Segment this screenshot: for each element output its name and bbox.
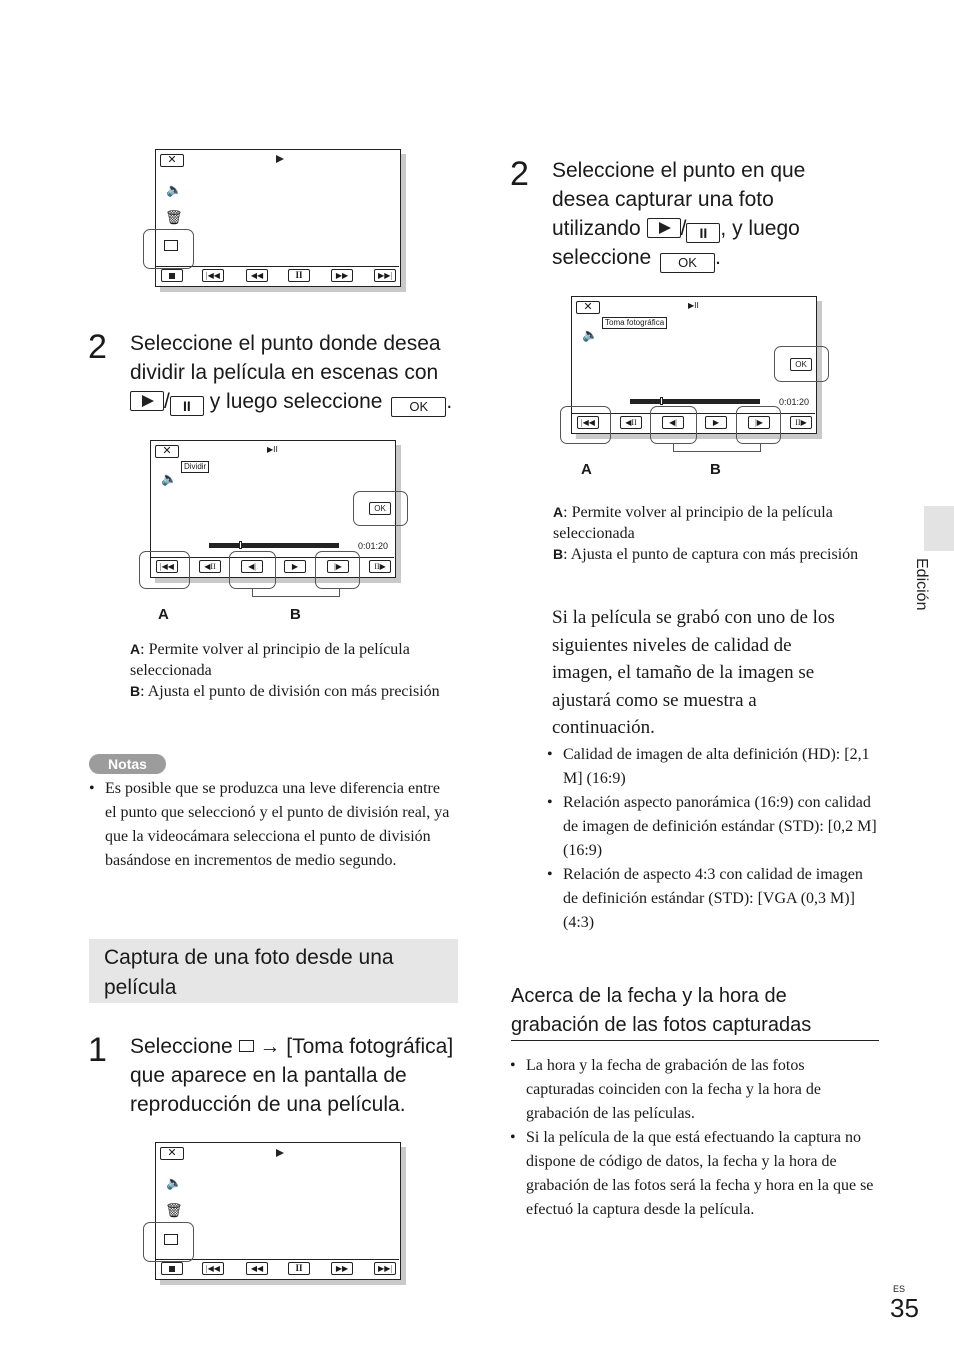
prev-button[interactable]: |◀◀ (577, 416, 599, 429)
pause-button[interactable]: II (288, 1262, 310, 1275)
close-icon[interactable]: ✕ (160, 1147, 184, 1160)
stop-button[interactable] (161, 269, 183, 282)
legend-capture: A: Permite volver al principio de la película seleccionada B: Ajusta el punto de captura con más precisión (553, 504, 859, 563)
lang-code: ES (893, 1284, 906, 1294)
highlight-b2 (315, 551, 360, 589)
side-tab-label: Edición (913, 558, 930, 611)
highlight-ok (353, 491, 408, 526)
progress-bar (630, 399, 760, 404)
speaker-icon[interactable]: 🔈 (166, 1175, 183, 1190)
play-pause-icon: ▶II (267, 445, 278, 454)
notes-list (89, 777, 454, 873)
section-title: Captura de una foto desde una película (104, 946, 394, 999)
play-button[interactable]: ▶ (705, 416, 727, 429)
pause-button-icon: II (170, 396, 204, 416)
label-b: B (290, 606, 301, 623)
legend-split: A: Permite volver al principio de la película seleccionada B: Ajusta el punto de división con más precisión (130, 641, 440, 700)
step-forward-button[interactable]: II▶ (369, 560, 391, 573)
progress-marker (239, 541, 242, 549)
speaker-icon[interactable]: 🔈 (582, 327, 599, 342)
step-back-button[interactable]: ◀II (620, 416, 642, 429)
time-counter: 0:01:20 (779, 397, 810, 407)
progress-marker (660, 397, 663, 405)
capture-icon (239, 1040, 254, 1052)
capture-tag: Toma fotográfica (602, 317, 667, 329)
quality-list (547, 743, 877, 935)
highlight-b1 (650, 406, 697, 444)
next-button[interactable]: ▶▶| (374, 1262, 396, 1275)
label-a: A (158, 606, 169, 623)
date-list (510, 1054, 875, 1222)
bracket-b (252, 589, 340, 597)
step-number: 2 (510, 155, 529, 193)
page-number: 35 (890, 1293, 919, 1323)
highlight-a (560, 406, 611, 444)
ok-button-icon: OK (391, 397, 446, 417)
step-1-instruction: Seleccione → [Toma fotográfica] que aparece en la pantalla de reproducción de una película. (130, 1035, 454, 1116)
highlight-ok (774, 346, 829, 382)
highlight-b1 (229, 551, 276, 589)
ok-button[interactable]: OK (369, 502, 391, 515)
date-item: • La hora y la fecha de grabación de las fotos capturadas coinciden con la fecha y la hora de grabación de las películas. (510, 1054, 875, 1126)
step-2-capture-instruction: Seleccione el punto en que desea capturar una foto utilizando / II , y luego seleccione OK . (552, 156, 882, 273)
ok-button[interactable]: OK (790, 358, 812, 371)
rewind-button[interactable]: ◀◀ (246, 269, 268, 282)
play-button[interactable]: ▶ (284, 560, 306, 573)
progress-bar (209, 543, 339, 548)
bracket-b (673, 444, 761, 452)
highlight-capture-icon (143, 229, 194, 269)
forward-button[interactable]: ▶▶ (331, 269, 353, 282)
note-item: • Es posible que se produzca una leve diferencia entre el punto que seleccionó y el punto de división real, ya que la videocámara selecciona el punto de división basándose en incrementos de medio segundo. (89, 777, 454, 873)
frame-forward-button[interactable]: |▶ (748, 416, 770, 429)
prev-button[interactable]: |◀◀ (202, 269, 224, 282)
frame-back-button[interactable]: ◀| (662, 416, 684, 429)
quality-paragraph: Si la película se grabó con uno de los siguientes niveles de calidad de imagen, el tamaño de la imagen se ajustará como se muestra a continuación. (552, 607, 835, 738)
rewind-button[interactable]: ◀◀ (246, 1262, 268, 1275)
step-number: 1 (88, 1031, 107, 1069)
label-a: A (581, 461, 592, 478)
highlight-a (139, 551, 190, 589)
highlight-capture-icon (143, 1222, 194, 1262)
trash-icon[interactable]: 🗑 (165, 1203, 183, 1219)
step-number: 2 (88, 328, 107, 366)
close-icon[interactable]: ✕ (155, 445, 179, 458)
date-heading-rule (511, 1040, 879, 1041)
speaker-icon[interactable]: 🔈 (166, 182, 183, 197)
play-icon (276, 1149, 284, 1157)
close-icon[interactable]: ✕ (576, 301, 600, 314)
frame-back-button[interactable]: ◀| (241, 560, 263, 573)
close-icon[interactable]: ✕ (160, 154, 184, 167)
frame-forward-button[interactable]: |▶ (327, 560, 349, 573)
play-button-icon (130, 391, 164, 411)
play-icon (276, 155, 284, 163)
arrow-icon: → (259, 1035, 281, 1058)
date-heading: Acerca de la fecha y la hora de grabación de las fotos capturadas (511, 985, 812, 1036)
notes-badge: Notas (89, 754, 166, 774)
quality-item: • Calidad de imagen de alta definición (HD): [2,1 M] (16:9) (547, 743, 877, 791)
date-item: • Si la película de la que está efectuando la captura no dispone de código de datos, la fecha y la hora de grabación de las fotos será la fecha y hora en la que se efectuó la captura desde la película. (510, 1126, 875, 1222)
ok-button-icon: OK (660, 253, 715, 273)
prev-button[interactable]: |◀◀ (156, 560, 178, 573)
play-button-icon (647, 218, 681, 238)
prev-button[interactable]: |◀◀ (202, 1262, 224, 1275)
step-back-button[interactable]: ◀II (199, 560, 221, 573)
label-b: B (710, 461, 721, 478)
step-2-instruction: Seleccione el punto donde desea dividir la película en escenas con / II y luego seleccione OK . (130, 329, 470, 417)
next-button[interactable]: ▶▶| (374, 269, 396, 282)
forward-button[interactable]: ▶▶ (331, 1262, 353, 1275)
side-tab-marker (924, 506, 954, 551)
trash-icon[interactable]: 🗑 (165, 210, 183, 226)
pause-button[interactable]: II (288, 269, 310, 282)
step-forward-button[interactable]: II▶ (790, 416, 812, 429)
stop-button[interactable] (161, 1262, 183, 1275)
quality-item: • Relación aspecto panorámica (16:9) con calidad de imagen de definición estándar (STD): [0,2 M] (16:9) (547, 791, 877, 863)
quality-item: • Relación de aspecto 4:3 con calidad de imagen de definición estándar (STD): [VGA (0,3 M)] (4:3) (547, 863, 877, 935)
play-pause-icon: ▶II (688, 301, 699, 310)
split-tag: Dividir (181, 461, 209, 473)
speaker-icon[interactable]: 🔈 (161, 471, 178, 486)
time-counter: 0:01:20 (358, 541, 389, 551)
pause-button-icon: II (686, 223, 720, 243)
highlight-b2 (736, 406, 781, 444)
